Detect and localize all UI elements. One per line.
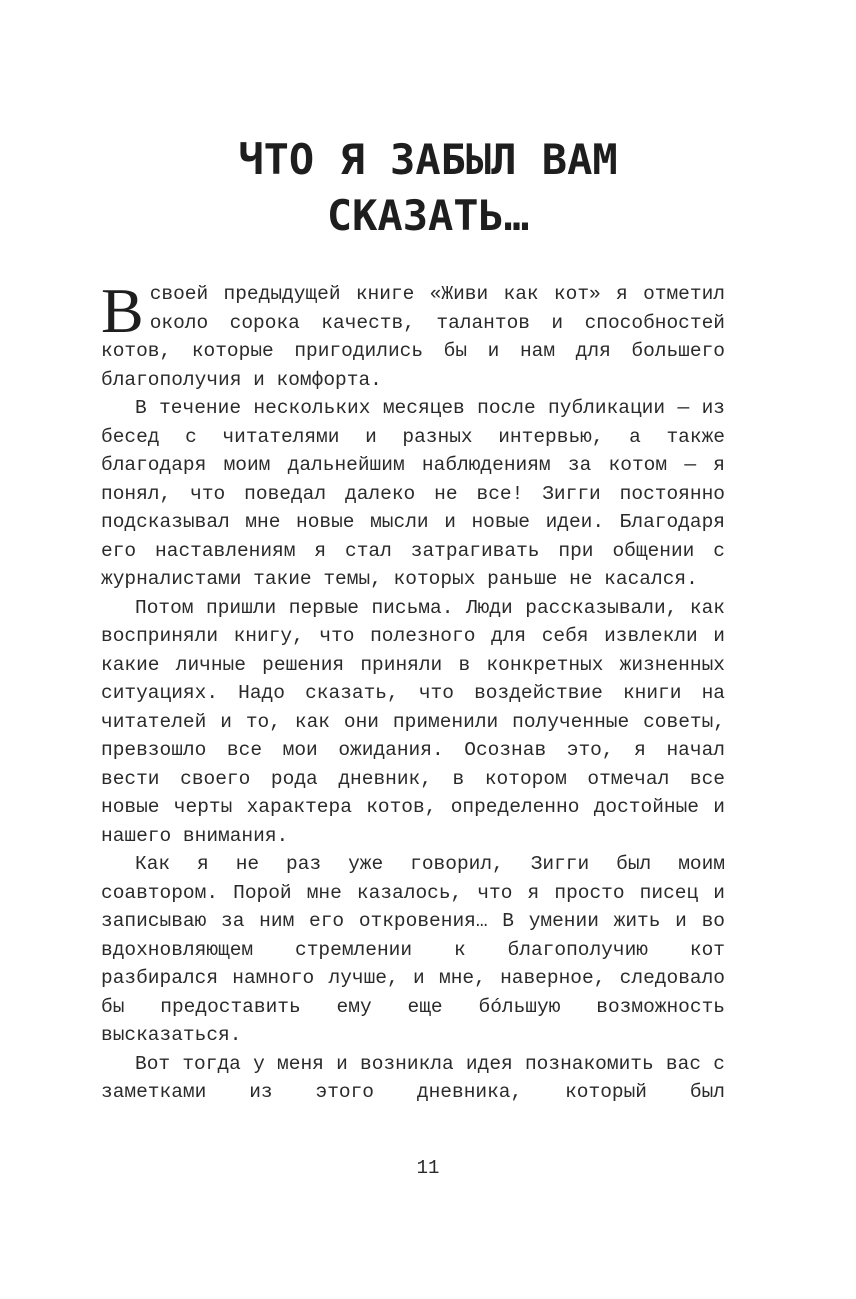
chapter-title-line-1: ЧТО Я ЗАБЫЛ ВАМ — [238, 135, 618, 184]
paragraph-5: Вот тогда у меня и возникла идея познакомить вас с заметками из этого дневника, который был — [101, 1052, 725, 1103]
paragraph-2: В течение нескольких месяцев после публикации — из бесед с читателями и разных интервью, а также благодаря моим дальнейшим наблюдениям за котом — я понял, что поведал далеко не все! Зигги постоянно подсказывал мне новые мысли и новые идеи. Благодаря его наставлениям я стал затрагивать при общении с журналистами такие темы, которых раньше не касался. — [101, 397, 725, 590]
drop-cap: В — [101, 275, 144, 346]
body-text — [101, 275, 725, 1107]
chapter-title-line-2: СКАЗАТЬ… — [326, 191, 530, 240]
paragraph-1-text: своей предыдущей книге «Живи как кот» я отметил около сорока качеств, талантов и способностей котов, которые пригодились бы и нам для большего благополучия и комфорта. — [101, 283, 725, 391]
page-number: 11 — [416, 1157, 440, 1179]
paragraph-4: Как я не раз уже говорил, Зигги был моим соавтором. Порой мне казалось, что я просто писец и записываю за ним его откровения… В умении жить и во вдохновляющем стремлении к благополучию кот разбирался намного лучше, и мне, наверное, следовало бы предоставить ему еще бóльшую возможность высказаться. — [101, 853, 725, 1046]
paragraph-1 — [101, 275, 725, 394]
paragraph-3: Потом пришли первые письма. Люди рассказывали, как восприняли книгу, что полезного для себя извлекли и какие личные решения приняли в конкретных жизненных ситуациях. Надо сказать, что воздействие книги на читателей и то, как они применили полученные советы, превзошло все мои ожидания. Осознав это, я начал вести своего рода дневник, в котором отмечал все новые черты характера котов, определенно достойные и нашего внимания. — [101, 596, 725, 847]
chapter-title — [0, 132, 856, 244]
